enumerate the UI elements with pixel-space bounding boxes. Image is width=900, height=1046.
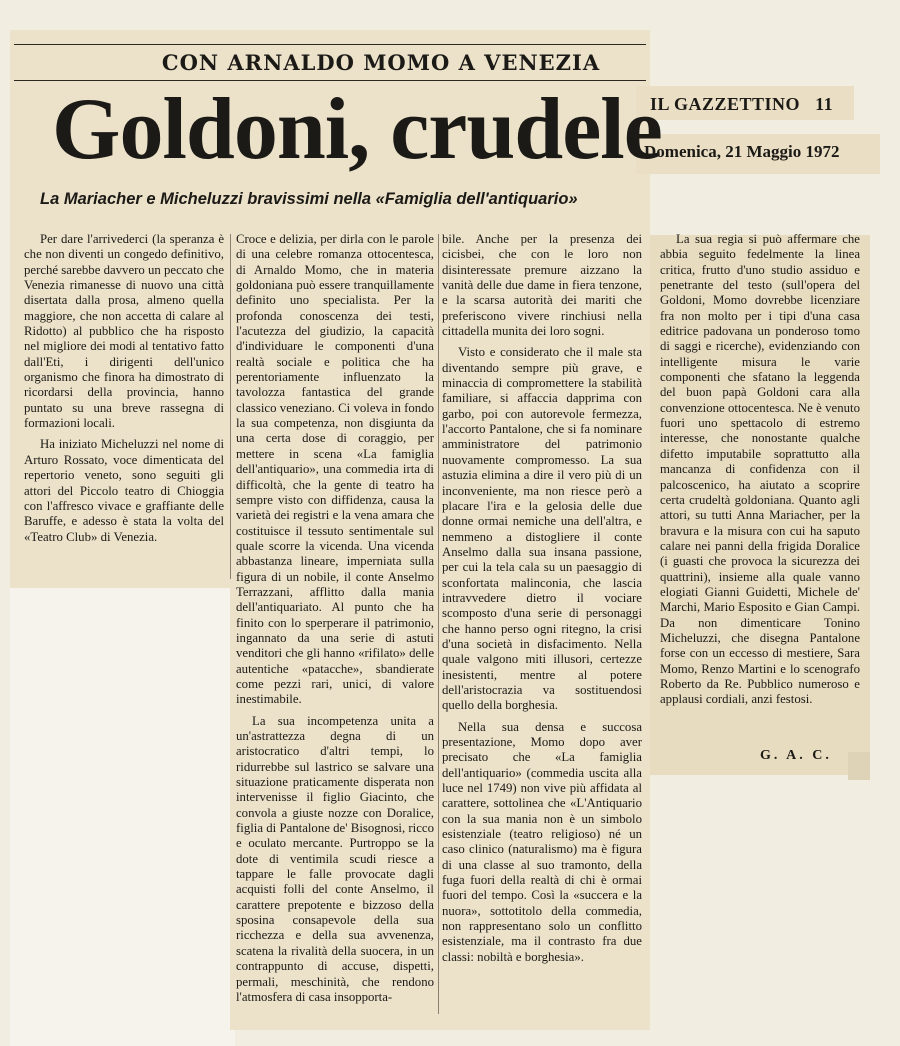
blank-paper-area [10,588,235,1046]
article-column-1 [24,232,224,545]
author-signature: G. A. C. [760,748,832,763]
paragraph: Croce e delizia, per dirla con le parole di una celebre romanza ottocentesca, di Arnaldo Momo, che in materia goldoniana può essere tranquillamente definito uno specialista. Per la profonda conoscenza dei testi, l'acutezza del giudizio, la capacità d'individuare le componenti d'una realtà sociale e politica che ha perentoriamente influenzato la tavolozza fantastica del grande classico veneziano. Ci voleva in fondo la sua competenza, non disgiunta da una certa dose di coraggio, per mettere in scena «La famiglia dell'antiquario», una commedia irta di difficoltà, che la gente di teatro ha sempre visto con diffidenza, causa la varietà dei registri e la vena amara che costituisce il tessuto sentimentale sul quale scorre la vicenda. Una vicenda abbastanza lineare, imperniata sulla figura di un nobile, il conte Anselmo Terrazzani, afflitto dalla mania dell'antiquariato. Al punto che ha finito con lo sperperare il patrimonio, ingannato da una serie di astuti venditori che gli hanno «rifilato» delle autentiche «patacche», sbandierate come pezzi rari, unici, di valore inestimabile. [236,232,434,707]
kicker-rule-top [14,44,646,45]
article-column-2 [236,232,434,1005]
article-kicker: CON ARNALDO MOMO A VENEZIA [161,50,601,75]
newspaper-name: IL GAZZETTINO [650,94,801,114]
paper-edge [848,752,870,780]
page-number: 11 [815,94,834,114]
column-divider [230,234,231,579]
column-divider [438,234,439,1014]
article-column-4 [660,232,860,708]
article-headline: Goldoni, crudele [52,81,662,178]
article-subhead: La Mariacher e Micheluzzi bravissimi nella «Famiglia dell'antiquario» [40,190,578,208]
paragraph: bile. Anche per la presenza dei cicisbei, che con le loro non disinteressate premure aizzano la vanità delle due dame in fiera tenzone, e la scarsa autorità dei mariti che preferiscono vivere rinchiusi nella cittadella munita dei loro sogni. [442,232,642,339]
paragraph: Visto e considerato che il male sta diventando sempre più grave, e minaccia di compromettere la stabilità familiare, si affaccia dapprima con garbo, poi con autorevole fermezza, l'accorto Pantalone, che si fa nominare amministratore del patrimonio nuovamente compromesso. La sua astuzia elimina a dire il vero più di un inconveniente, ma non riesce però a placare l'ira e la gelosia delle due donne ormai nemiche una dell'altra, e nemmeno a distogliere il conte Anselmo dalla sua insana passione, per cui la tela cala su un paesaggio di sconfortata malinconia, che lascia intravvedere dietro il vociare scomposto d'una serie di personaggi che hanno perso ogni ritegno, la crisi d'una società in disfacimento. Nella quale valgono miti illusori, certezze inesistenti, mentre al potere dell'aristocrazia va sostituendosi quello della borghesia. [442,345,642,713]
paragraph: Per dare l'arrivederci (la speranza è che non diventi un congedo definitivo, perché sarebbe davvero un peccato che Venezia rimanesse di nuovo una città disertata dalla prosa, almeno quella maggiore, che non accetta di calare al Ridotto) al pubblico che ha risposto nel migliore dei modi al tentativo fatto dall'Eti, i dirigenti dell'unico organismo che finora ha dimostrato di ricordarsi della provincia, hanno puntato su una breve rassegna di formazioni locali. [24,232,225,431]
article-column-3 [442,232,642,965]
newspaper-masthead [650,94,833,115]
publication-date: Domenica, 21 Maggio 1972 [644,142,840,161]
paragraph: Nella sua densa e succosa presentazione, Momo dopo aver precisato che «La famiglia dell'antiquario» (commedia uscita alla luce nel 1749) non vive più affidata al carattere, sottolinea che «L'Antiquario con la sua mania non è un simbolo esistenziale (teatro religioso) né un caso clinico (naturalismo) ma è figura di una classe al suo tramonto, della fuga fuori della realtà di chi è ormai fuori del tempo. Così la «succera e la nuora», sottotitolo della commedia, non rappresentano solo un conflitto esistenziale, ma il contrasto fra due classi: nobiltà e borghesia». [442,719,642,964]
paragraph: La sua incompetenza unita a un'astrattezza degna di un aristocratico d'altri tempi, lo ridurrebbe sul lastrico se salvare una situazione praticamente disperata non intervenisse il figlio Giacinto, che convola a giuste nozze con Doralice, figlia di Pantalone de' Bisognosi, ricco e oculato mercante. Purtroppo se la dote di ventimila scudi riesce a tappare le falle provocate dagli acquisti folli del conte Anselmo, il carattere prepotente e bizzoso della sposina consapevole della sua ricchezza e della sua avvenenza, scatena la rivalità della suocera, in un contrappunto di accuse, dispetti, permali, meschinità, che rendono l'atmosfera di casa insopporta- [236,713,434,1004]
paragraph: La sua regia si può affermare che abbia seguito fedelmente la linea critica, frutto d'uno studio assiduo e penetrante del testo (sull'opera del Goldoni, Momo dovrebbe licenziare fra non molto per i tipi d'una casa editrice padovana un ponderoso tomo di saggi e ricerche), evidenziando con intelligente misura le varie componenti che sfatano la leggenda del buon papà Goldoni cara alla convenzione ottocentesca. Ne è venuto fuori uno spettacolo di estremo interesse, che nonostante qualche difetto imputabile soprattutto alla mancanza di confidenza con il palcoscenico, ha aiutato a scoprire certa crudeltà goldoniana. Quanto agli attori, su tutti Anna Mariacher, per la bravura e la misura con cui ha saputo calare nei panni della frigida Doralice (i guasti che provoca la sicurezza dei quattrini), insieme alla quale vanno elogiati Gianni Guidetti, Michele de' Marchi, Mario Esposito e Gian Campi. Da non dimenticare Tonino Micheluzzi, che disegna Pantalone forse con un eccesso di mestiere, Sara Momo, Renzo Martini e lo scenografo Roberto da Re. Pubblico numeroso e applausi cordiali, anzi festosi. [660,232,860,707]
paragraph: Ha iniziato Micheluzzi nel nome di Arturo Rossato, voce dimenticata del repertorio veneto, sono seguiti gli attori del Piccolo teatro di Chioggia con l'affresco vivace e graffiante delle Baruffe, e adesso è stata la volta del «Teatro Club» di Venezia. [24,437,224,544]
